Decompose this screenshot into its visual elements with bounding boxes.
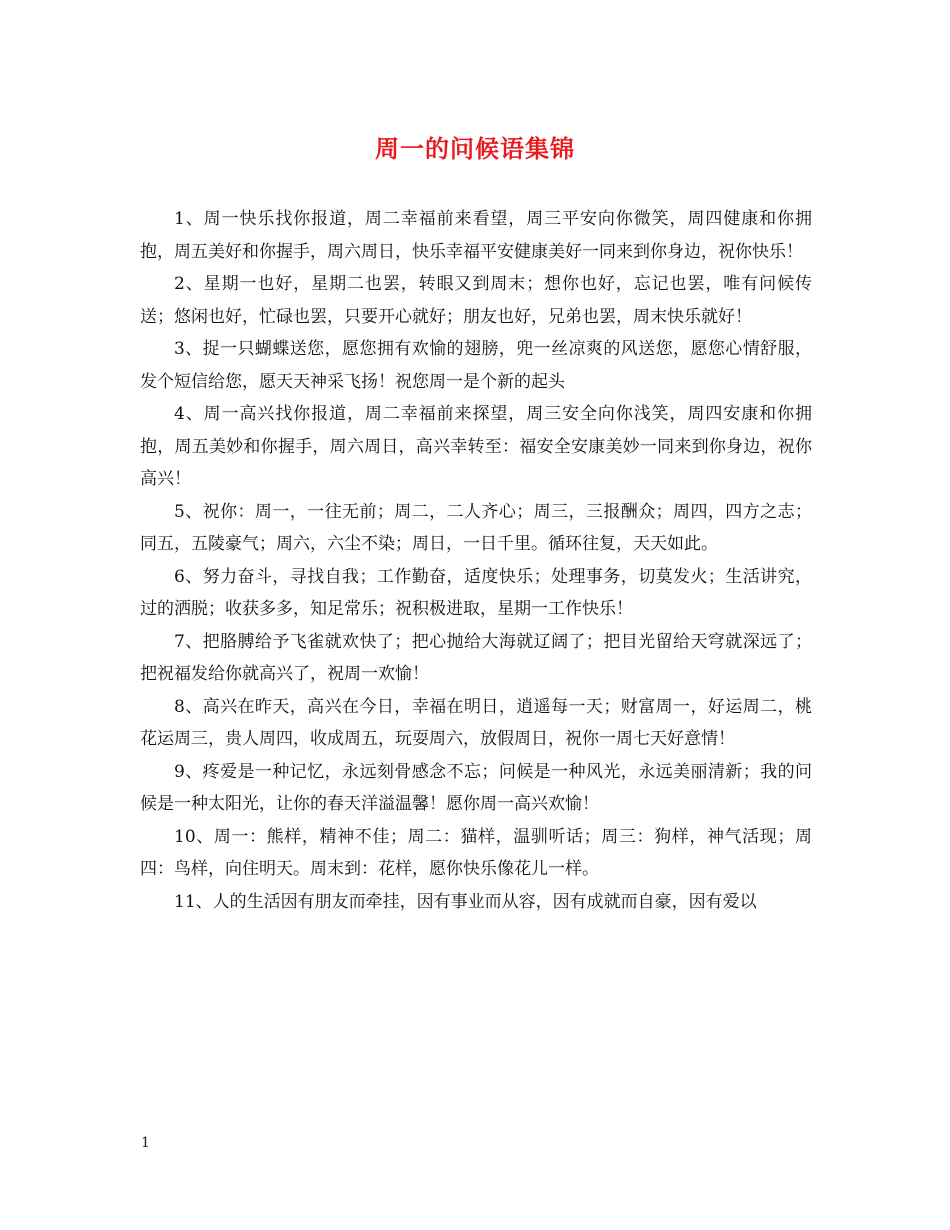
paragraph-9: 9、疼爱是一种记忆，永远刻骨感念不忘；问候是一种风光，永远美丽清新；我的问候是一种太阳光，让你的春天洋溢温馨！愿你周一高兴欢愉！ [140,761,812,814]
document-body [140,203,812,918]
paragraph-10: 10、周一：熊样，精神不佳；周二：猫样，温驯听话；周三：狗样，神气活现；周四：鸟样，向住明天。周末到：花样，愿你快乐像花儿一样。 [140,826,812,879]
paragraph-6: 6、努力奋斗，寻找自我；工作勤奋，适度快乐；处理事务，切莫发火；生活讲究，过的洒脱；收获多多，知足常乐；祝积极进取，星期一工作快乐！ [140,566,812,619]
paragraph-4: 4、周一高兴找你报道，周二幸福前来探望，周三安全向你浅笑，周四安康和你拥抱，周五美妙和你握手，周六周日，高兴幸转至：福安全安康美妙一同来到你身边，祝你高兴！ [140,404,812,489]
paragraph-3: 3、捉一只蝴蝶送您，愿您拥有欢愉的翅膀，兜一丝凉爽的风送您，愿您心情舒服，发个短信给您，愿天天神采飞扬！祝您周一是个新的起头 [140,339,812,392]
paragraph-11: 11、人的生活因有朋友而牵挂，因有事业而从容，因有成就而自豪，因有爱以 [174,891,757,912]
page-number: 1 [141,1135,150,1151]
paragraph-2: 2、星期一也好，星期二也罢，转眼又到周末；想你也好，忘记也罢，唯有问候传送；悠闲也好，忙碌也罢，只要开心就好；朋友也好，兄弟也罢，周末快乐就好！ [140,274,812,327]
paragraph-8: 8、高兴在昨天，高兴在今日，幸福在明日，逍遥每一天；财富周一，好运周二，桃花运周三，贵人周四，收成周五，玩耍周六，放假周日，祝你一周七天好意情！ [140,696,812,749]
paragraph-1: 1、周一快乐找你报道，周二幸福前来看望，周三平安向你微笑，周四健康和你拥抱，周五美好和你握手，周六周日，快乐幸福平安健康美好一同来到你身边，祝你快乐！ [140,209,812,262]
paragraph-5: 5、祝你：周一，一往无前；周二，二人齐心；周三，三报酬众；周四，四方之志；同五，五陵豪气；周六，六尘不染；周日，一日千里。循环往复，天天如此。 [140,501,812,554]
document-title: 周一的问候语集锦 [375,135,575,163]
paragraph-7: 7、把胳膊给予飞雀就欢快了；把心抛给大海就辽阔了；把目光留给天穹就深远了；把祝福发给你就高兴了，祝周一欢愉！ [140,631,812,684]
